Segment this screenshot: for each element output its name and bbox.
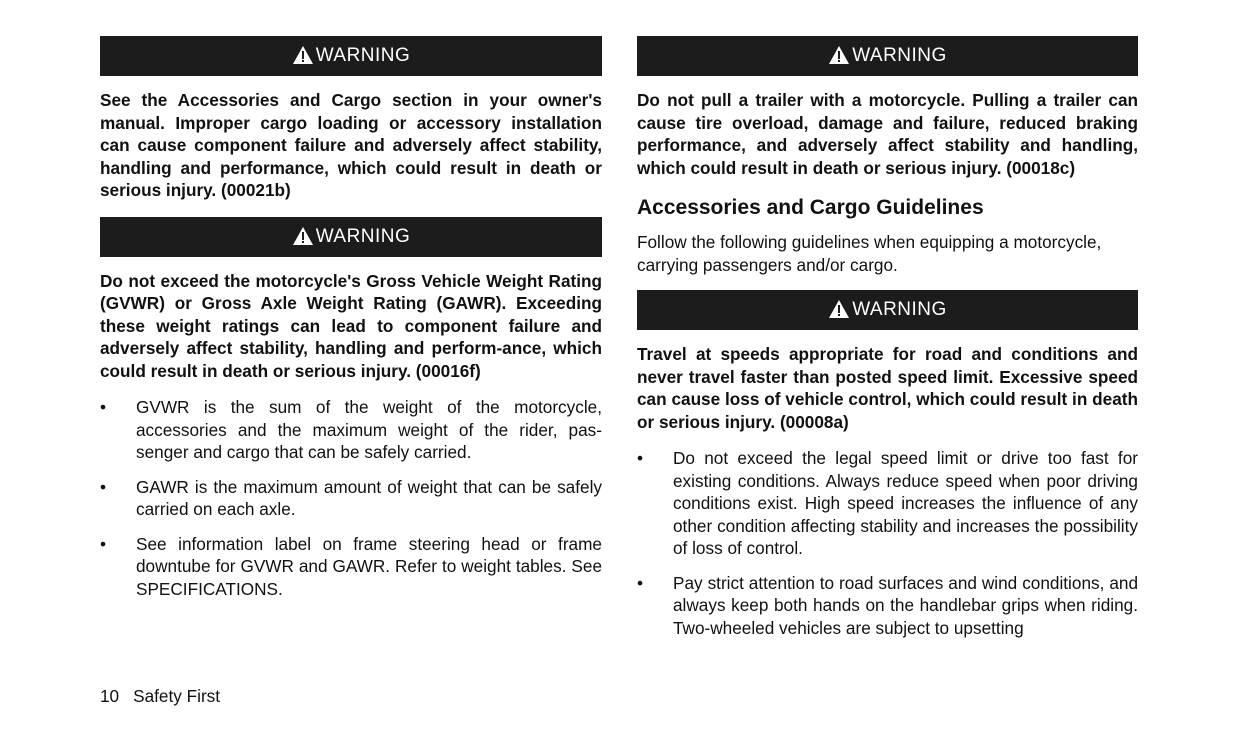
warning-triangle-icon xyxy=(828,45,850,65)
bullet-icon: • xyxy=(100,533,107,554)
footer-section-title: Safety First xyxy=(133,686,221,706)
list-item-text: GAWR is the maximum amount of weight that can be safely carried on each axle. xyxy=(136,476,602,519)
right-column xyxy=(637,36,1138,651)
warning-text: Travel at speeds appropriate for road and conditions and never travel faster than posted speed limit. Excessive speed can cause loss of vehicle control, which could result in death or serious injury. (00008a) xyxy=(637,344,1138,432)
bullet-icon: • xyxy=(100,476,107,497)
list-item xyxy=(100,396,602,464)
warning-label: WARNING xyxy=(315,45,411,66)
bullet-list xyxy=(637,447,1138,639)
page-number: 10 xyxy=(100,686,120,706)
warning-banner xyxy=(637,290,1138,330)
list-item-text: GVWR is the sum of the weight of the motorcycle, accessories and the maximum weight of the rider, pas-senger and cargo that can be safely carried. xyxy=(136,397,602,462)
bullet-icon: • xyxy=(637,448,644,468)
warning-label: WARNING xyxy=(315,225,411,247)
intro-text: Follow the following guidelines when equipping a motorcycle, carrying passengers and/or cargo. xyxy=(637,232,1102,275)
warning-text: See the Accessories and Cargo section in your owner's manual. Improper cargo loading or accessory installation can cause component failure and adversely affect stability, handling and performance, which could result in death or serious injury. (00021b) xyxy=(100,90,602,200)
bullet-list xyxy=(100,396,602,600)
list-item xyxy=(100,476,602,521)
warning-banner xyxy=(100,36,602,76)
list-item xyxy=(637,447,1138,560)
warning-banner xyxy=(100,217,602,257)
warning-text: Do not pull a trailer with a motorcycle. Pulling a trailer can cause tire overload, damage and failure, reduced braking performance, and adversely affect stability and handling, which could result in death or serious injury. (00018c) xyxy=(637,90,1138,178)
list-item xyxy=(100,533,602,601)
warning-triangle-icon xyxy=(828,299,850,319)
warning-label: WARNING xyxy=(852,299,947,320)
warning-triangle-icon xyxy=(292,226,314,246)
left-column xyxy=(100,36,602,612)
list-item-text: See information label on frame steering head or frame downtube for GVWR and GAWR. Refer to weight tables. See SPECIFICATIONS. xyxy=(136,533,602,599)
list-item-text: Do not exceed the legal speed limit or drive too fast for existing conditions. Always reduce speed when poor driving conditions exist. High speed increases the influence of any other condition affecting stability and increases the possibility of loss of control. xyxy=(673,448,1138,558)
list-item-text: Pay strict attention to road surfaces and wind conditions, and always keep both hands on the handlebar grips when riding. Two-wheeled vehicles are subject to upsetting xyxy=(673,572,1138,638)
bullet-icon: • xyxy=(637,572,644,593)
warning-text: Do not exceed the motorcycle's Gross Vehicle Weight Rating (GVWR) or Gross Axle Weight Rating (GAWR). Exceeding these weight ratings can lead to component failure and adversely affect stability, handling and perform-ance, which could result in death or serious injury. (00016f) xyxy=(100,270,602,381)
bullet-icon: • xyxy=(100,397,107,417)
warning-label: WARNING xyxy=(852,45,947,66)
warning-triangle-icon xyxy=(292,45,314,65)
list-item xyxy=(637,572,1138,640)
page-footer xyxy=(100,686,220,707)
warning-banner xyxy=(637,36,1138,76)
section-heading: Accessories and Cargo Guidelines xyxy=(637,196,984,219)
